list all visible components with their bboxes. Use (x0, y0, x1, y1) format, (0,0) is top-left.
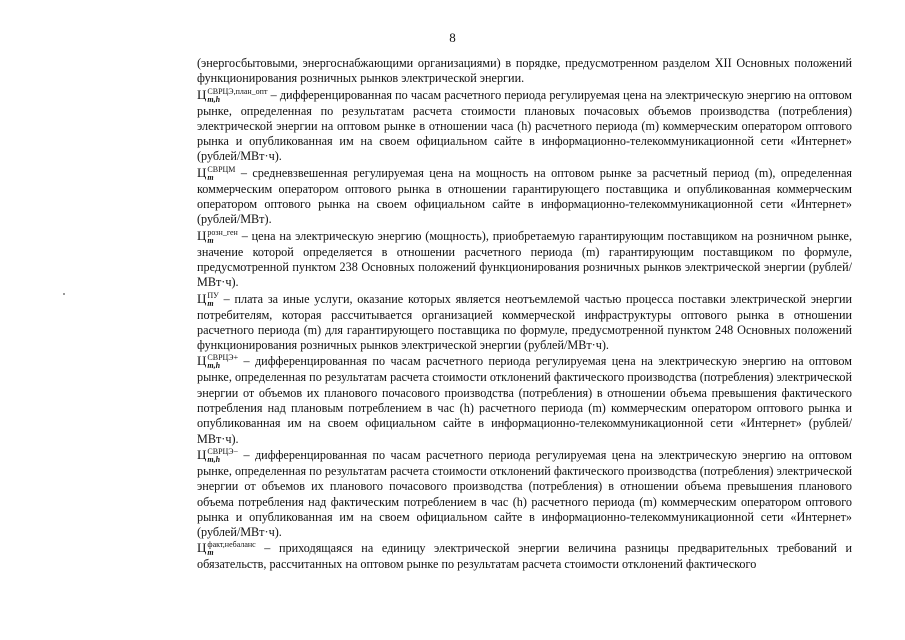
paragraph-text: – дифференцированная по часам расчетного периода регулируемая цена на электрическую энергию на оптовом рынке, определенная по результатам расчета стоимости плановых почасовых объемов производства (потребления) электрической энергии на оптовом рынке в отношении часа (h) расчетного периода (m) коммерческим оператором оптового рынка и опубликованная им на своем официальном сайте в информационно-телекоммуникационной сети «Интернет» (рублей/МВт·ч). (197, 87, 852, 164)
definition-price-other-services (197, 291, 852, 354)
formula-symbol: Ц СВРЦЭ+ m,h (197, 353, 239, 371)
formula-symbol: Ц розн_ген m (197, 227, 238, 245)
scan-speck (63, 293, 65, 295)
paragraph-text: – приходящаяся на единицу электрической энергии величина разницы предварительных требований и обязательств, рассчитанных на оптовом рынке по результатам расчета стоимости отклонений фактического (197, 541, 852, 572)
formula-symbol: Ц СВРЦЭ,план_опт m,h (197, 86, 268, 104)
paragraph-text: – средневзвешенная регулируемая цена на мощность на оптовом рынке за расчетный период (m), определенная коммерческим оператором оптового рынка в отношении гарантирующего поставщика и опубликованная коммерческим оператором оптового рынка на своем официальном сайте в информационно-телекоммуникационной сети «Интернет» (рублей/МВт). (197, 165, 852, 227)
definition-price-deviation-plus (197, 353, 852, 446)
definition-price-retail-generation (197, 228, 852, 291)
paragraph-intro (197, 56, 852, 87)
definition-price-plan-wholesale (197, 87, 852, 165)
definition-price-deviation-minus (197, 447, 852, 540)
paragraph-text: – дифференцированная по часам расчетного периода регулируемая цена на электрическую энергию на оптовом рынке, определенная по результатам расчета стоимости отклонений фактического производства (потребления) электрической энергии от объемов их планового почасового производства (потребления) в отношении объема превышения планового объема потребления над фактическим потреблением в час (h) расчетного периода (m) коммерческим оператором оптового рынка и опубликованная им на своем официальном сайте в информационно-телекоммуникационной сети «Интернет» (рублей/МВт·ч). (197, 447, 852, 540)
formula-symbol: Ц СВРЦМ m (197, 164, 236, 182)
page-number: 8 (449, 30, 456, 45)
formula-symbol: Ц СВРЦЭ− m,h (197, 446, 239, 464)
formula-symbol: Ц факт,небаланс m (197, 540, 256, 558)
formula-symbol: Ц ПУ m (197, 290, 219, 308)
paragraph-text: – плата за иные услуги, оказание которых является неотъемлемой частью процесса поставки электрической энергии потребителям, которая рассчитывается организацией коммерческой инфраструктуры оптового рынка в отношении расчетного периода (m) для гарантирующего поставщика по формуле, предусмотренной пунктом 248 Основных положений функционирования розничных рынков электрической энергии (рублей/МВт·ч). (197, 291, 852, 353)
definition-price-imbalance (197, 540, 852, 572)
document-body (197, 56, 852, 573)
paragraph-text: – дифференцированная по часам расчетного периода регулируемая цена на электрическую энергию на оптовом рынке, определенная по результатам расчета стоимости отклонений фактического производства (потребления) электрической энергии от объемов их планового почасового производства (потребления) в отношении объема превышения фактического потребления над плановым потреблением в час (h) расчетного периода (m) коммерческим оператором оптового рынка и опубликованная им на своем официальном сайте в информационно-телекоммуникационной сети «Интернет» (рублей/МВт·ч). (197, 354, 852, 446)
paragraph-text: (энергосбытовыми, энергоснабжающими организациями) в порядке, предусмотренном разделом XII Основных положений функционирования розничных рынков электрической энергии. (197, 56, 852, 86)
paragraph-text: – цена на электрическую энергию (мощность), приобретаемую гарантирующим поставщиком на розничном рынке, значение которой определяется в отношении расчетного периода (m) гарантирующим поставщиком по формуле, предусмотренной пунктом 238 Основных положений функционирования розничных рынков электрической энергии (рублей/МВт·ч). (197, 228, 852, 290)
definition-price-capacity (197, 165, 852, 228)
